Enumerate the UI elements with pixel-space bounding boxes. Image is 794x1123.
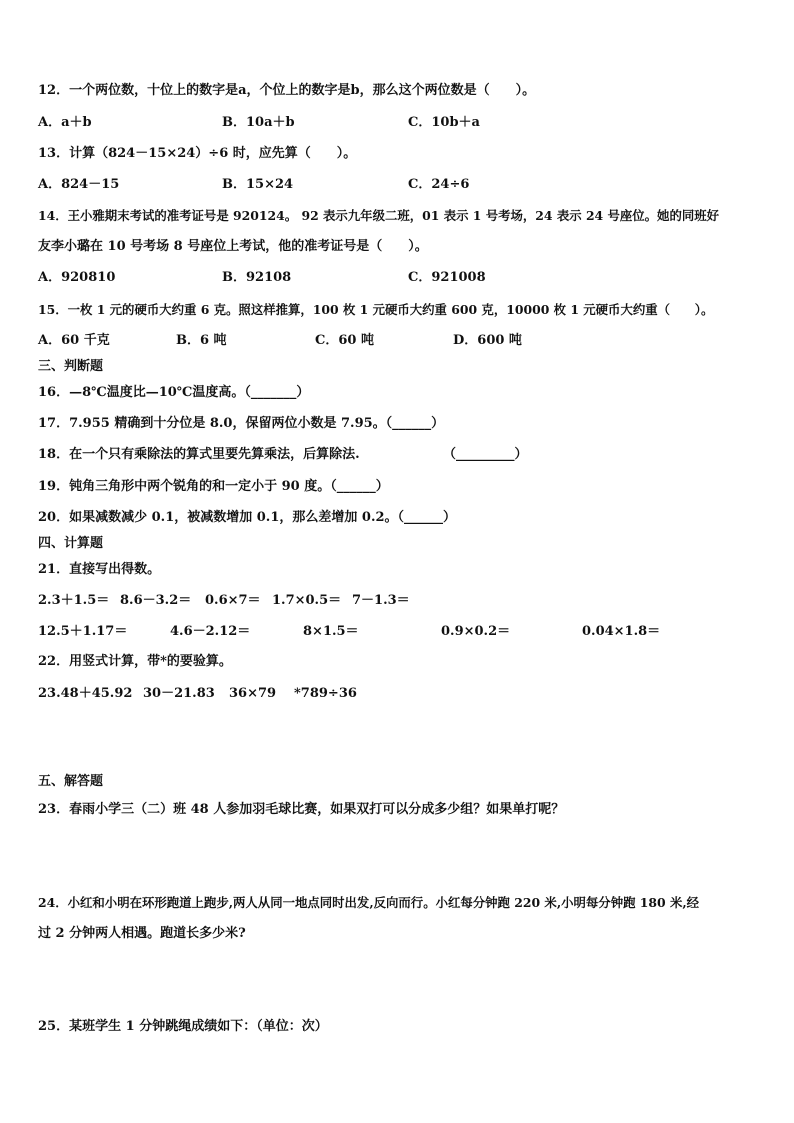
section-5-heading: 五、解答题 — [38, 774, 104, 789]
question-18-blank: （_________） — [443, 447, 528, 462]
calc-item: 0.9×0.2＝ — [441, 624, 511, 639]
calc-item: 8.6－3.2＝ — [120, 593, 192, 608]
q12-option-b: B．10a＋b — [222, 115, 295, 130]
q15-option-d: D．600 吨 — [453, 333, 522, 348]
calc-item: 4.6－2.12＝ — [170, 624, 251, 639]
question-21-text: 21．直接写出得数。 — [38, 562, 161, 577]
question-14-line-2: 友李小璐在 10 号考场 8 号座位上考试，他的准考证号是（ ）。 — [38, 239, 428, 254]
q13-option-c: C．24÷6 — [408, 177, 470, 192]
question-20-text: 20．如果减数减少 0.1，被减数增加 0.1，那么差增加 0.2。（______） — [38, 510, 457, 525]
calc-item: 12.5＋1.17＝ — [38, 624, 128, 639]
question-25-text: 25．某班学生 1 分钟跳绳成绩如下：（单位：次） — [38, 1019, 328, 1034]
q15-option-c: C．60 吨 — [315, 333, 374, 348]
section-4-heading: 四、计算题 — [38, 536, 104, 551]
question-16-text: 16．—8℃温度比—10℃温度高。（_______） — [38, 385, 310, 400]
question-15-text: 15．一枚 1 元的硬币大约重 6 克。照这样推算，100 枚 1 元硬币大约重 600 克，10000 枚 1 元硬币大约重（ ）。 — [38, 302, 714, 317]
question-12-text: 12．一个两位数，十位上的数字是a，个位上的数字是b，那么这个两位数是（ ）。 — [38, 83, 536, 98]
question-24-line-1: 24．小红和小明在环形跑道上跑步,两人从同一地点同时出发,反向而行。小红每分钟跑 220 米,小明每分钟跑 180 米,经 — [38, 895, 700, 910]
q15-option-a: A．60 千克 — [38, 333, 110, 348]
question-17-text: 17．7.955 精确到十分位是 8.0，保留两位小数是 7.95。（______） — [38, 416, 445, 431]
question-24-line-2: 过 2 分钟两人相遇。跑道长多少米? — [38, 926, 246, 941]
q14-option-c: C．921008 — [408, 270, 486, 285]
question-18-text: 18．在一个只有乘除法的算式里要先算乘法，后算除法. — [38, 447, 360, 462]
calc-item: 1.7×0.5＝ — [272, 593, 342, 608]
vertical-calc-item: 36×79 — [229, 686, 277, 701]
calc-item: 2.3＋1.5＝ — [38, 593, 110, 608]
q13-option-b: B．15×24 — [222, 177, 294, 192]
question-13-text: 13．计算（824－15×24）÷6 时，应先算（ ）。 — [38, 146, 357, 161]
q15-option-b: B．6 吨 — [176, 333, 227, 348]
q13-option-a: A．824－15 — [38, 177, 120, 192]
vertical-calc-item: *789÷36 — [294, 686, 357, 701]
calc-item: 8×1.5＝ — [303, 624, 359, 639]
calc-item: 0.04×1.8＝ — [582, 624, 661, 639]
vertical-calc-item: 30－21.83 — [143, 686, 215, 701]
calc-item: 0.6×7＝ — [205, 593, 261, 608]
q12-option-c: C．10b＋a — [408, 115, 480, 130]
q12-option-a: A．a＋b — [38, 115, 92, 130]
question-22-text: 22．用竖式计算，带*的要验算。 — [38, 654, 232, 669]
q14-option-b: B．92108 — [222, 270, 292, 285]
question-19-text: 19．钝角三角形中两个锐角的和一定小于 90 度。（______） — [38, 479, 389, 494]
section-3-heading: 三、判断题 — [38, 359, 104, 374]
q14-option-a: A．920810 — [38, 270, 116, 285]
calc-item: 7－1.3＝ — [352, 593, 410, 608]
question-14-line-1: 14．王小雅期末考试的准考证号是 920124。 92 表示九年级二班，01 表示 1 号考场，24 表示 24 号座位。她的同班好 — [38, 208, 720, 223]
question-23-text: 23．春雨小学三（二）班 48 人参加羽毛球比赛，如果双打可以分成多少组？如果单打呢？ — [38, 802, 565, 817]
vertical-calc-item: 23.48＋45.92 — [38, 686, 133, 701]
